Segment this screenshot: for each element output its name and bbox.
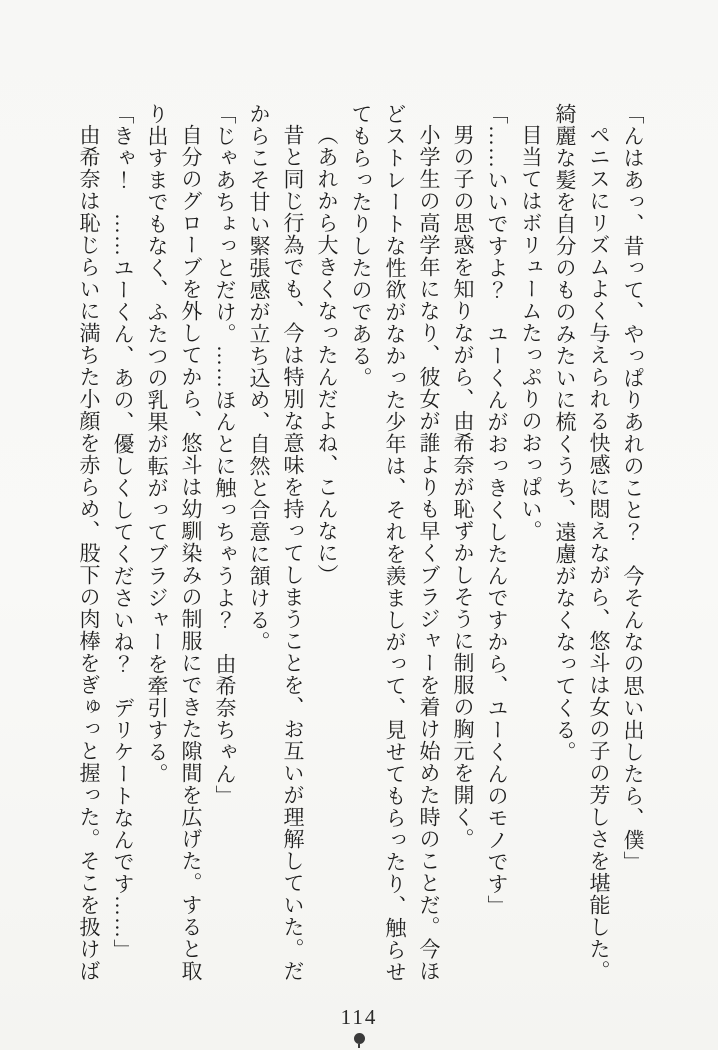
page-number: 114 (340, 1005, 378, 1029)
paragraph: 昔と同じ行為でも、今は特別な意味を持ってしまうことを、お互いが理解していた。だからこそ甘い緊張感が立ち込め、自然と合意に頷ける。 (247, 103, 305, 982)
paragraph: 小学生の高学年になり、彼女が誰よりも早くブラジャーを着け始めた時のことだ。今ほどストレートな性欲がなかった少年は、それを羨ましがって、見せてもらったり、触らせてもらったりしたのである。 (349, 103, 441, 983)
paragraph: 自分のグローブを外してから、悠斗は幼馴染みの制服にできた隙間を広げた。すると取り出すまでもなく、ふたつの乳果が転がってブラジャーを牽引する。 (145, 103, 203, 982)
paragraph: （あれから大きくなったんだよね、こんなに） (315, 124, 339, 586)
paragraph: 「んはあっ、昔って、やっぱりあれのこと？ 今そんなの思い出したら、僕」 (621, 103, 645, 873)
paragraph: 「きゃ！ ……ユーくん、あの、優しくしてくださいね？ デリケートなんです……」 (111, 103, 135, 961)
page-marker-dot-icon (354, 1033, 365, 1044)
paragraph: 「……いいですよ？ ユーくんがおっきくしたんですから、ユーくんのモノです」 (485, 103, 509, 917)
paragraph: 「じゃあちょっとだけ。……ほんとに触っちゃうよ？ 由希奈ちゃん」 (213, 103, 237, 807)
paragraph: 綺麗な髪を自分のものみたいに梳くうち、遠慮がなくなってくる。 (553, 103, 577, 763)
paragraph: ペニスにリズムよく与えられる快感に悶えながら、悠斗は女の子の芳しさを堪能した。 (587, 124, 611, 982)
body-text (72, 103, 650, 983)
page-footer (0, 1007, 718, 1044)
paragraph: 由希奈は恥じらいに満ちた小顔を赤らめ、股下の肉棒をぎゅっと握った。そこを扱けば (77, 124, 101, 982)
paragraph: 男の子の思惑を知りながら、由希奈が恥ずかしそうに制服の胸元を開く。 (451, 124, 475, 850)
paragraph: 目当てはボリュームたっぷりのおっぱい。 (519, 124, 543, 542)
